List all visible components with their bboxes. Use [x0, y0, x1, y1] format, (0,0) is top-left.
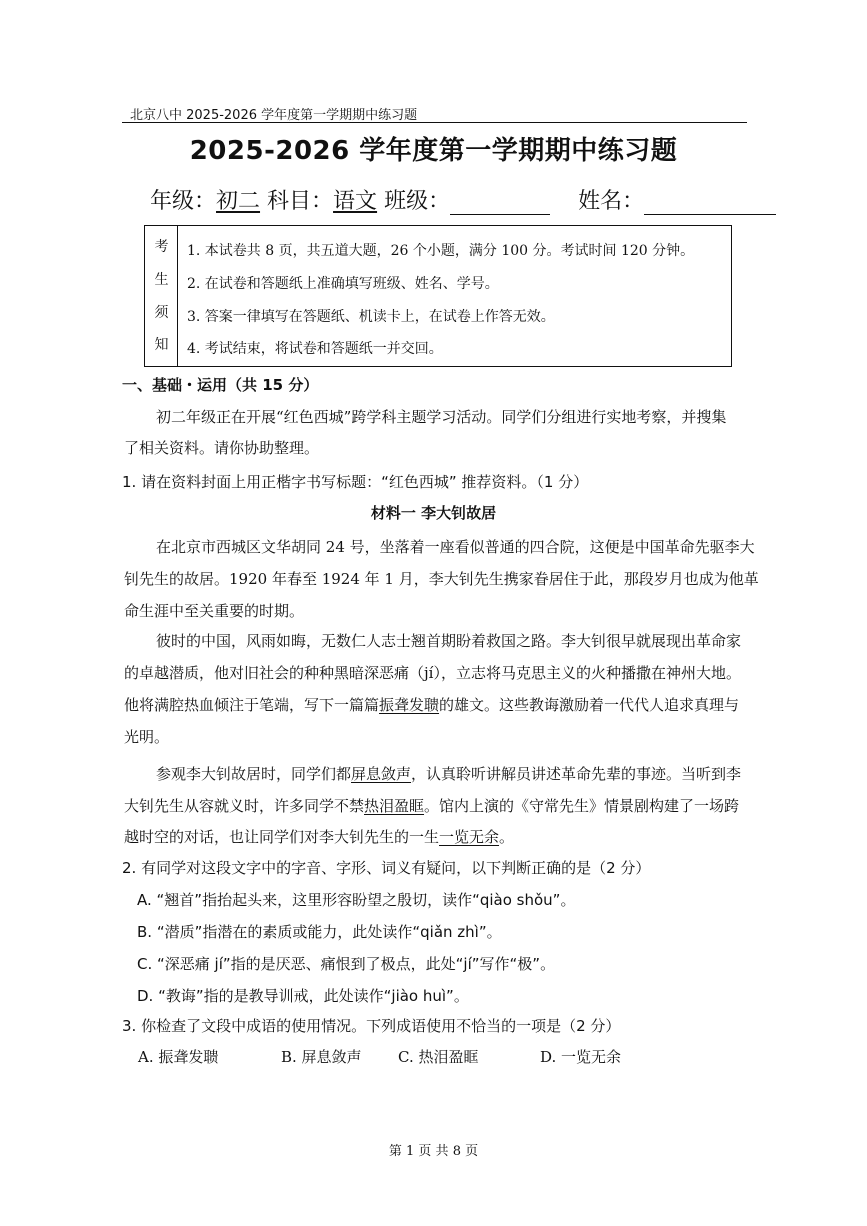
- exam-notice-box: [144, 225, 732, 367]
- notice-label-char: 生: [154, 272, 169, 288]
- grade-label: 年级：: [150, 189, 217, 214]
- grade-value: 初二: [216, 189, 261, 214]
- notice-item: 1. 本试卷共 8 页，共五道大题，26 个小题，满分 100 分。考试时间 120 分钟。: [187, 243, 695, 259]
- notice-item: 3. 答案一律填写在答题纸、机读卡上，在试卷上作答无效。: [187, 309, 555, 325]
- material-text: 大钊先生从容就义时，许多同学不禁热泪盈眶。馆内上演的《守常先生》情景剧构建了一场跨: [124, 797, 740, 815]
- underlined-idiom: 屏息敛声: [351, 765, 412, 783]
- running-header: 北京八中 2025-2026 学年度第一学期期中练习题: [130, 108, 418, 123]
- notice-label-column: [145, 226, 178, 366]
- question-3: 3. 你检查了文段中成语的使用情况。下列成语使用不恰当的一项是（2 分）: [122, 1017, 621, 1035]
- class-label: 班级：: [384, 189, 451, 214]
- material-text: 越时空的对话，也让同学们对李大钊先生的一生一览无余。: [124, 828, 515, 846]
- material-title: 材料一 李大钊故居: [370, 504, 497, 522]
- name-label: 姓名：: [578, 189, 645, 214]
- notice-label-char: 考: [154, 239, 169, 255]
- notice-item: 2. 在试卷和答题纸上准确填写班级、姓名、学号。: [187, 276, 499, 292]
- notice-label-char: 须: [154, 305, 169, 321]
- material-text: 他将满腔热血倾注于笔端，写下一篇篇振聋发聩的雄文。这些教诲激励着一代代人追求真理与: [124, 696, 740, 714]
- section-intro: 初二年级正在开展“红色西城”跨学科主题学习活动。同学们分组进行实地考察，并搜集: [156, 408, 727, 426]
- header-divider: [122, 122, 747, 123]
- material-text: 参观李大钊故居时，同学们都屏息敛声，认真聆听讲解员讲述革命先辈的事迹。当听到李: [156, 765, 742, 783]
- underlined-idiom: 振聋发聩: [379, 696, 440, 714]
- material-text: 命生涯中至关重要的时期。: [124, 602, 305, 620]
- q2-option-b[interactable]: B. “潜质”指潜在的素质或能力，此处读作“qiǎn zhì”。: [137, 923, 502, 941]
- subject-value: 语文: [333, 189, 378, 214]
- material-text: 彼时的中国，风雨如晦，无数仁人志士翘首期盼着救国之路。李大钊很早就展现出革命家: [156, 632, 742, 650]
- q2-option-a[interactable]: A. “翘首”指抬起头来，这里形容盼望之殷切，读作“qiào shǒu”。: [137, 891, 576, 909]
- q2-option-d[interactable]: D. “教诲”指的是教导训戒，此处读作“jiào huì”。: [137, 987, 469, 1005]
- class-blank[interactable]: [450, 190, 550, 215]
- underlined-idiom: 一览无余: [439, 828, 500, 846]
- section-intro: 了相关资料。请你协助整理。: [124, 439, 320, 457]
- question-2: 2. 有同学对这段文字中的字音、字形、词义有疑问，以下判断正确的是（2 分）: [122, 859, 651, 877]
- q2-option-c[interactable]: C. “深恶痛 jí”指的是厌恶、痛恨到了极点，此处“jí”写作“极”。: [137, 955, 556, 973]
- q3-option-c[interactable]: C. 热泪盈眶: [398, 1048, 479, 1066]
- material-text: 的卓越潜质，他对旧社会的种种黑暗深恶痛（jí），立志将马克思主义的火种播撒在神州大地。: [124, 664, 741, 682]
- exam-meta-line: [150, 184, 776, 215]
- material-text: 钊先生的故居。1920 年春至 1924 年 1 月，李大钊先生携家眷居住于此，那段岁月也成为他革: [124, 570, 759, 588]
- question-1: 1. 请在资料封面上用正楷字书写标题：“红色西城” 推荐资料。（1 分）: [122, 473, 589, 491]
- q3-option-d[interactable]: D. 一览无余: [540, 1048, 622, 1066]
- subject-label: 科目：: [267, 189, 334, 214]
- material-text: 在北京市西城区文华胡同 24 号，坐落着一座看似普通的四合院，这便是中国革命先驱李大: [156, 538, 755, 556]
- section-heading: 一、基础・运用（共 15 分）: [122, 376, 319, 394]
- underlined-idiom: 热泪盈眶: [364, 797, 425, 815]
- name-blank[interactable]: [644, 190, 776, 215]
- notice-item: 4. 考试结束，将试卷和答题纸一并交回。: [187, 341, 443, 357]
- q3-option-b[interactable]: B. 屏息敛声: [281, 1048, 362, 1066]
- exam-title: 2025-2026 学年度第一学期期中练习题: [189, 136, 678, 166]
- material-text: 光明。: [124, 728, 170, 746]
- q3-option-a[interactable]: A. 振聋发聩: [138, 1048, 219, 1066]
- notice-label-char: 知: [154, 337, 169, 353]
- page-footer: 第 1 页 共 8 页: [388, 1144, 479, 1159]
